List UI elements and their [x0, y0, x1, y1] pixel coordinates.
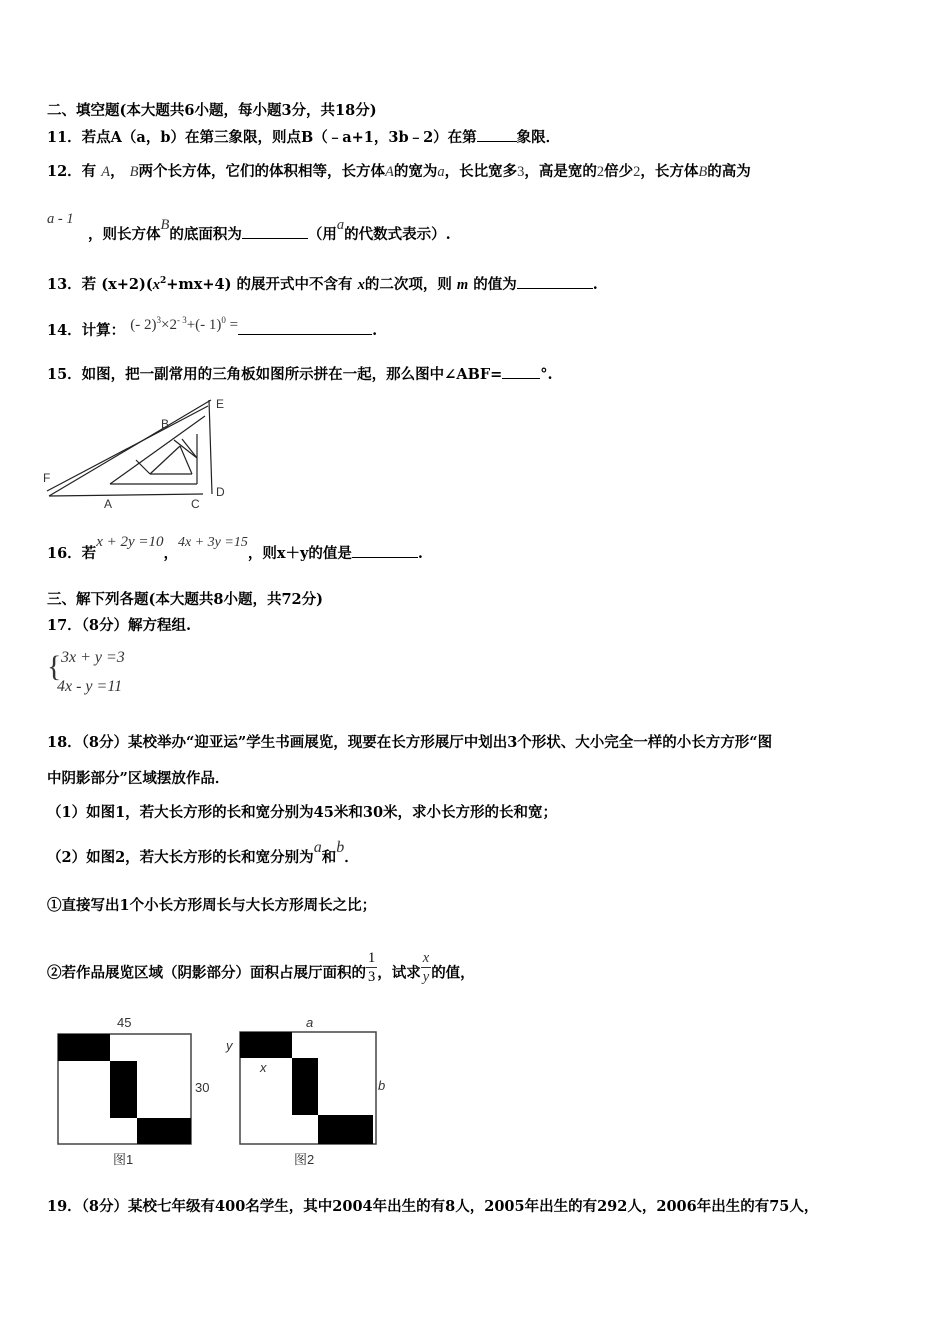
numerator: x: [422, 950, 430, 966]
question-12-line1: 12．有 A， B两个长方体，它们的体积相等，长方体A的宽为a，长比宽多3，高是宽的2倍少2，长方体B的高为: [47, 163, 751, 180]
math-a: a: [336, 217, 345, 233]
question-15: [47, 364, 553, 385]
q13-text: 13．若: [47, 275, 97, 293]
fraction-x-over-y: [421, 949, 431, 986]
q16-text: ，: [163, 545, 178, 562]
figure-inner: [136, 460, 150, 474]
q14-exp: 0: [221, 315, 226, 325]
q13-text: 的值为: [473, 275, 517, 293]
q12-text: ，则长方体: [88, 226, 161, 243]
denominator: y: [422, 969, 430, 985]
label-F: F: [43, 471, 51, 485]
question-12-line2: [88, 217, 451, 245]
answer-blank[interactable]: [352, 543, 418, 558]
q18-text: 和: [321, 849, 337, 866]
question-18-line1: 18．（8分）某校举办“迎亚运”学生书画展览，现要在长方形展厅中划出3个形状、大小完全一样的小长方方形“图: [47, 734, 773, 751]
answer-blank[interactable]: [477, 127, 517, 142]
question-19: 19．（8分）某校七年级有400名学生，其中2004年出生的有8人，2005年出生的有292人，2006年出生的有75人，: [47, 1198, 819, 1215]
q18-text: ．: [344, 849, 359, 866]
math-A: A: [385, 164, 394, 180]
question-16: [47, 534, 423, 565]
q16-text: .: [417, 545, 423, 562]
q12-text: （用: [307, 226, 337, 243]
fig2-caption: 图2: [294, 1152, 315, 1167]
q17-brace: {: [47, 650, 62, 683]
q13-exponent: 2: [159, 276, 167, 286]
fig1-shaded-rect-2: [110, 1061, 137, 1118]
q12-text: 的底面积为: [169, 226, 242, 243]
answer-blank[interactable]: [238, 320, 372, 335]
section-heading-fill-in: 二、填空题(本大题共6小题，每小题3分，共18分): [47, 102, 377, 119]
figure-inner: [150, 446, 180, 474]
question-14: [47, 316, 377, 341]
figure-line-ed: [209, 400, 212, 494]
math-B: B: [698, 164, 708, 180]
fig1-shaded-rect-1: [58, 1034, 110, 1061]
figure-line-fe: [49, 400, 211, 496]
q14-expr: =: [229, 317, 239, 333]
q12-text: 的宽为: [393, 163, 438, 180]
q12-text: ，长比宽多: [444, 163, 518, 180]
math-A: A: [101, 164, 111, 180]
q14-exp: 3: [156, 315, 161, 325]
label-C: C: [191, 497, 200, 511]
q17-eq2: 4x - y =11: [57, 678, 123, 695]
question-13: [47, 271, 598, 295]
q12-text: 倍少: [604, 163, 634, 180]
q16-eq2: 4x + 3y =15: [178, 535, 248, 550]
q14-expr: +(- 1): [186, 317, 222, 333]
fig1-caption: 图1: [113, 1152, 134, 1167]
math-a: a: [437, 164, 445, 180]
math-B: B: [129, 164, 139, 180]
q16-text: 16．若: [47, 545, 97, 562]
q14-exp: - 3: [176, 315, 187, 325]
triangle-ruler-figure: [40, 394, 240, 516]
fig2-shaded-rect-1: [240, 1032, 292, 1058]
q12-text: 的高为: [707, 163, 751, 180]
q13-expr: (x+2)(: [101, 275, 153, 293]
fraction-one-third: [366, 949, 377, 986]
question-18-sub2: [47, 950, 475, 992]
section-heading-solve: 三、解下列各题(本大题共8小题，共72分): [47, 591, 323, 608]
q15-text: 15．如图，把一副常用的三角板如图所示拼在一起，那么图中∠ABF=: [47, 366, 503, 383]
q12-text: ，高是宽的: [524, 163, 597, 180]
q16-eq1: x + 2y =10: [96, 534, 164, 550]
figure-1: [50, 1010, 220, 1170]
fig1-width-label: 45: [117, 1015, 132, 1030]
q16-text: ，则x＋y的值是: [247, 545, 352, 562]
denominator: 3: [368, 969, 376, 985]
q18-text: ②若作品展览区域（阴影部分）面积占展厅面积的: [47, 964, 366, 982]
q18-text: 的值，: [431, 964, 475, 982]
q13-text: .: [592, 275, 598, 293]
math-b: b: [336, 839, 345, 856]
q11-text: 11．若点A（a，b）在第三象限，则点B（﹣a+1，3b﹣2）在第: [47, 129, 477, 146]
q12-text: 的代数式表示）.: [344, 226, 451, 243]
math-B: B: [160, 217, 170, 233]
q13-expr: x: [152, 276, 160, 293]
numerator: 1: [368, 950, 376, 966]
question-18-sub1: ①直接写出1个小长方形周长与大长方形周长之比；: [47, 897, 377, 914]
q15-text: °.: [540, 366, 553, 383]
fig2-height-label: b: [378, 1078, 386, 1093]
question-11: [47, 127, 560, 148]
q18-text: （2）如图2，若大长方形的长和宽分别为: [47, 849, 314, 866]
fig1-shaded-rect-3: [137, 1118, 191, 1144]
q12-text: 两个长方体，它们的体积相等，长方体: [138, 163, 386, 180]
question-18-part1: （1）如图1，若大长方形的长和宽分别为45米和30米，求小长方形的长和宽；: [47, 804, 558, 821]
label-B: B: [161, 417, 170, 431]
fig2-shaded-rect-2: [292, 1058, 318, 1115]
fig2-width-label: a: [306, 1015, 314, 1030]
question-18-line2: 中阴影部分”区域摆放作品．: [47, 770, 230, 787]
q14-text: .: [372, 322, 378, 339]
q12-number: 12．有: [47, 163, 97, 180]
q14-expression: [130, 317, 238, 333]
label-D: D: [216, 485, 225, 499]
figure-ruler-edge: [47, 406, 208, 491]
q17-eq1: 3x + y =3: [61, 649, 125, 666]
q12-expr-a-minus-1: [47, 209, 74, 229]
label-E: E: [216, 397, 225, 411]
math-3: 3: [517, 164, 525, 180]
math-m: m: [456, 276, 469, 293]
q18-text: ，试求: [377, 964, 421, 982]
q14-expr: ×2: [161, 317, 177, 333]
q11-end: 象限．: [516, 129, 561, 146]
q13-text: 的二次项，则: [364, 275, 452, 293]
figure-2: [222, 1010, 397, 1170]
fig2-x-label: x: [260, 1060, 267, 1075]
q14-text: 14．计算：: [47, 322, 126, 339]
math-2: 2: [633, 164, 641, 180]
q14-expr: (- 2): [130, 317, 157, 333]
answer-blank[interactable]: [502, 364, 540, 379]
answer-blank[interactable]: [242, 224, 308, 239]
question-17: 17．（8分）解方程组.: [47, 617, 192, 634]
q12-text: ，长方体: [640, 163, 699, 180]
question-18-part2: [47, 839, 359, 868]
fig2-y-label: y: [226, 1038, 233, 1053]
math-a-minus-1: a - 1: [47, 211, 74, 227]
label-A: A: [104, 497, 113, 511]
fig2-shaded-rect-3: [318, 1115, 373, 1144]
q13-expr: +mx+4): [166, 275, 232, 293]
math-2: 2: [596, 164, 605, 180]
fig1-height-label: 30: [195, 1080, 210, 1095]
answer-blank[interactable]: [517, 274, 593, 289]
math-a: a: [313, 839, 322, 856]
math-x: x: [357, 276, 365, 293]
q13-text: 的展开式中不含有: [236, 275, 353, 293]
figure-line-fd: [49, 494, 203, 496]
